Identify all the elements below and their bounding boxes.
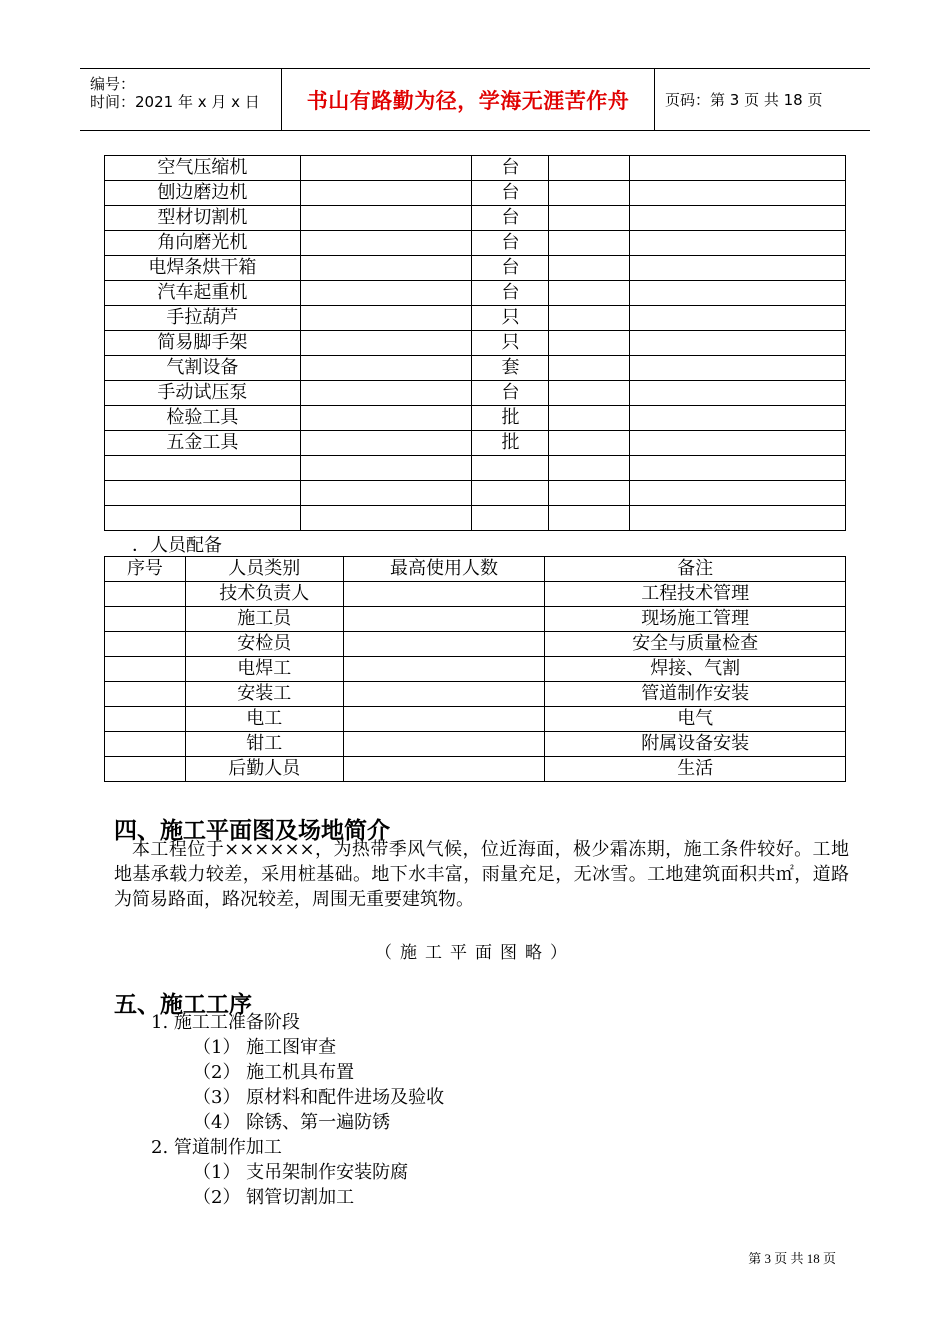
equipment-note-cell (630, 456, 846, 481)
equipment-spec-cell (300, 156, 472, 181)
equipment-spec-cell (300, 281, 472, 306)
equipment-row (105, 356, 846, 381)
equipment-name-cell: 气割设备 (105, 356, 301, 381)
equipment-qty-cell (549, 231, 630, 256)
equipment-note-cell (630, 281, 846, 306)
equipment-spec-cell (300, 481, 472, 506)
equipment-name-cell: 角向磨光机 (105, 231, 301, 256)
staff-table (104, 556, 846, 782)
equipment-row (105, 206, 846, 231)
equipment-row (105, 256, 846, 281)
equipment-spec-cell (300, 331, 472, 356)
equipment-note-cell (630, 156, 846, 181)
equipment-spec-cell (300, 231, 472, 256)
page-info: 页码：第 3 页 共 18 页 (665, 91, 823, 109)
col-header: 序号 (105, 557, 186, 582)
staff-row (105, 707, 846, 732)
equipment-row (105, 406, 846, 431)
equipment-spec-cell (300, 381, 472, 406)
equipment-name-cell (105, 481, 301, 506)
equipment-name-cell: 刨边磨边机 (105, 181, 301, 206)
equipment-unit-cell: 套 (472, 356, 549, 381)
staff-type-cell: 钳工 (185, 732, 343, 757)
equipment-name-cell: 空气压缩机 (105, 156, 301, 181)
stage1-item: （2） 施工机具布置 (193, 1062, 355, 1083)
staff-row (105, 632, 846, 657)
equipment-qty-cell (549, 481, 630, 506)
staff-index-cell (105, 657, 186, 682)
equipment-unit-cell (472, 506, 549, 531)
stage2-heading: 2. 管道制作加工 (151, 1137, 282, 1158)
header-motto-cell (282, 69, 655, 130)
motto: 书山有路勤为径，学海无涯苦作舟 (306, 88, 630, 113)
equipment-unit-cell: 只 (472, 306, 549, 331)
header-page-cell (655, 69, 870, 130)
equipment-name-cell: 简易脚手架 (105, 331, 301, 356)
time-label: 时间：2021 年 x 月 x 日 (90, 93, 260, 111)
equipment-unit-cell: 台 (472, 181, 549, 206)
equipment-unit-cell: 批 (472, 431, 549, 456)
equipment-qty-cell (549, 431, 630, 456)
header-meta (80, 69, 282, 130)
equipment-note-cell (630, 306, 846, 331)
equipment-spec-cell (300, 306, 472, 331)
staff-count-cell (343, 632, 545, 657)
staff-row (105, 582, 846, 607)
equipment-qty-cell (549, 356, 630, 381)
equipment-unit-cell: 台 (472, 381, 549, 406)
equipment-spec-cell (300, 431, 472, 456)
equipment-note-cell (630, 331, 846, 356)
staff-type-cell: 电工 (185, 707, 343, 732)
staff-count-cell (343, 682, 545, 707)
equipment-spec-cell (300, 406, 472, 431)
staff-note-cell: 附属设备安装 (545, 732, 846, 757)
equipment-note-cell (630, 181, 846, 206)
equipment-unit-cell: 台 (472, 281, 549, 306)
equipment-row (105, 181, 846, 206)
staff-index-cell (105, 682, 186, 707)
equipment-row (105, 331, 846, 356)
equipment-note-cell (630, 381, 846, 406)
staff-count-cell (343, 657, 545, 682)
equipment-spec-cell (300, 356, 472, 381)
staff-count-cell (343, 732, 545, 757)
equipment-note-cell (630, 506, 846, 531)
staff-index-cell (105, 732, 186, 757)
equipment-name-cell: 五金工具 (105, 431, 301, 456)
equipment-qty-cell (549, 456, 630, 481)
staff-row (105, 757, 846, 782)
equipment-name-cell: 检验工具 (105, 406, 301, 431)
equipment-name-cell (105, 456, 301, 481)
equipment-row (105, 281, 846, 306)
staff-row (105, 682, 846, 707)
equipment-note-cell (630, 231, 846, 256)
page-header (80, 68, 870, 131)
staff-note-cell: 安全与质量检查 (545, 632, 846, 657)
equipment-table (104, 155, 846, 531)
staff-type-cell: 施工员 (185, 607, 343, 632)
equipment-row (105, 481, 846, 506)
staff-type-cell: 电焊工 (185, 657, 343, 682)
equipment-name-cell (105, 506, 301, 531)
staff-count-cell (343, 707, 545, 732)
staff-type-cell: 安检员 (185, 632, 343, 657)
page-footer: 第 3 页 共 18 页 (748, 1251, 836, 1266)
section5-title: 五、施工工序 (114, 992, 252, 1018)
col-header: 备注 (545, 557, 846, 582)
equipment-note-cell (630, 356, 846, 381)
staff-type-cell: 后勤人员 (185, 757, 343, 782)
staff-type-cell: 技术负责人 (185, 582, 343, 607)
equipment-qty-cell (549, 256, 630, 281)
equipment-qty-cell (549, 306, 630, 331)
equipment-name-cell: 电焊条烘干箱 (105, 256, 301, 281)
equipment-name-cell: 手拉葫芦 (105, 306, 301, 331)
staff-count-cell (343, 607, 545, 632)
equipment-unit-cell (472, 456, 549, 481)
equipment-name-cell: 手动试压泵 (105, 381, 301, 406)
equipment-note-cell (630, 256, 846, 281)
equipment-spec-cell (300, 206, 472, 231)
equipment-qty-cell (549, 281, 630, 306)
equipment-note-cell (630, 481, 846, 506)
equipment-qty-cell (549, 181, 630, 206)
equipment-note-cell (630, 206, 846, 231)
stage2-item: （1） 支吊架制作安装防腐 (193, 1162, 409, 1183)
layout-omitted-note: （施工平面图略） (375, 943, 575, 963)
equipment-qty-cell (549, 381, 630, 406)
staff-section-label: ．人员配备 (132, 535, 222, 556)
equipment-row (105, 431, 846, 456)
equipment-qty-cell (549, 206, 630, 231)
staff-note-cell: 生活 (545, 757, 846, 782)
equipment-row (105, 506, 846, 531)
section4-title: 四、施工平面图及场地简介 (114, 818, 390, 844)
equipment-unit-cell: 只 (472, 331, 549, 356)
staff-row (105, 607, 846, 632)
equipment-unit-cell: 台 (472, 256, 549, 281)
equipment-row (105, 456, 846, 481)
equipment-row (105, 306, 846, 331)
equipment-unit-cell: 台 (472, 156, 549, 181)
equipment-qty-cell (549, 506, 630, 531)
col-header: 人员类别 (185, 557, 343, 582)
stage1-heading: 1. 施工工准备阶段 (151, 1012, 300, 1033)
number-label: 编号： (90, 75, 136, 93)
staff-index-cell (105, 632, 186, 657)
equipment-unit-cell: 台 (472, 231, 549, 256)
stage1-item: （1） 施工图审查 (193, 1037, 337, 1058)
staff-header-row (105, 557, 846, 582)
stage1-item: （4） 除锈、第一遍防锈 (193, 1112, 391, 1133)
equipment-qty-cell (549, 406, 630, 431)
equipment-unit-cell (472, 481, 549, 506)
staff-type-cell: 安装工 (185, 682, 343, 707)
staff-index-cell (105, 582, 186, 607)
staff-row (105, 732, 846, 757)
equipment-row (105, 156, 846, 181)
equipment-note-cell (630, 431, 846, 456)
equipment-spec-cell (300, 256, 472, 281)
equipment-spec-cell (300, 456, 472, 481)
equipment-spec-cell (300, 506, 472, 531)
equipment-note-cell (630, 406, 846, 431)
equipment-unit-cell: 台 (472, 206, 549, 231)
staff-row (105, 657, 846, 682)
staff-count-cell (343, 582, 545, 607)
equipment-name-cell: 型材切割机 (105, 206, 301, 231)
equipment-row (105, 381, 846, 406)
equipment-qty-cell (549, 331, 630, 356)
section4-paragraph: 本工程位于××××××，为热带季风气候，位近海面，极少霜冻期，施工条件较好。工地地基承载力较差，采用桩基础。地下水丰富，雨量充足，无冰雪。工地建筑面积共㎡，道路为简易路面，路况较差，周围无重要建筑物。 (114, 839, 849, 910)
staff-note-cell: 焊接、气割 (545, 657, 846, 682)
equipment-name-cell: 汽车起重机 (105, 281, 301, 306)
stage1-item: （3） 原材料和配件进场及验收 (193, 1087, 445, 1108)
equipment-row (105, 231, 846, 256)
staff-index-cell (105, 607, 186, 632)
staff-note-cell: 现场施工管理 (545, 607, 846, 632)
equipment-spec-cell (300, 181, 472, 206)
staff-index-cell (105, 757, 186, 782)
staff-note-cell: 工程技术管理 (545, 582, 846, 607)
equipment-unit-cell: 批 (472, 406, 549, 431)
col-header: 最高使用人数 (343, 557, 545, 582)
staff-note-cell: 管道制作安装 (545, 682, 846, 707)
equipment-qty-cell (549, 156, 630, 181)
staff-note-cell: 电气 (545, 707, 846, 732)
stage2-item: （2） 钢管切割加工 (193, 1187, 355, 1208)
staff-index-cell (105, 707, 186, 732)
staff-count-cell (343, 757, 545, 782)
